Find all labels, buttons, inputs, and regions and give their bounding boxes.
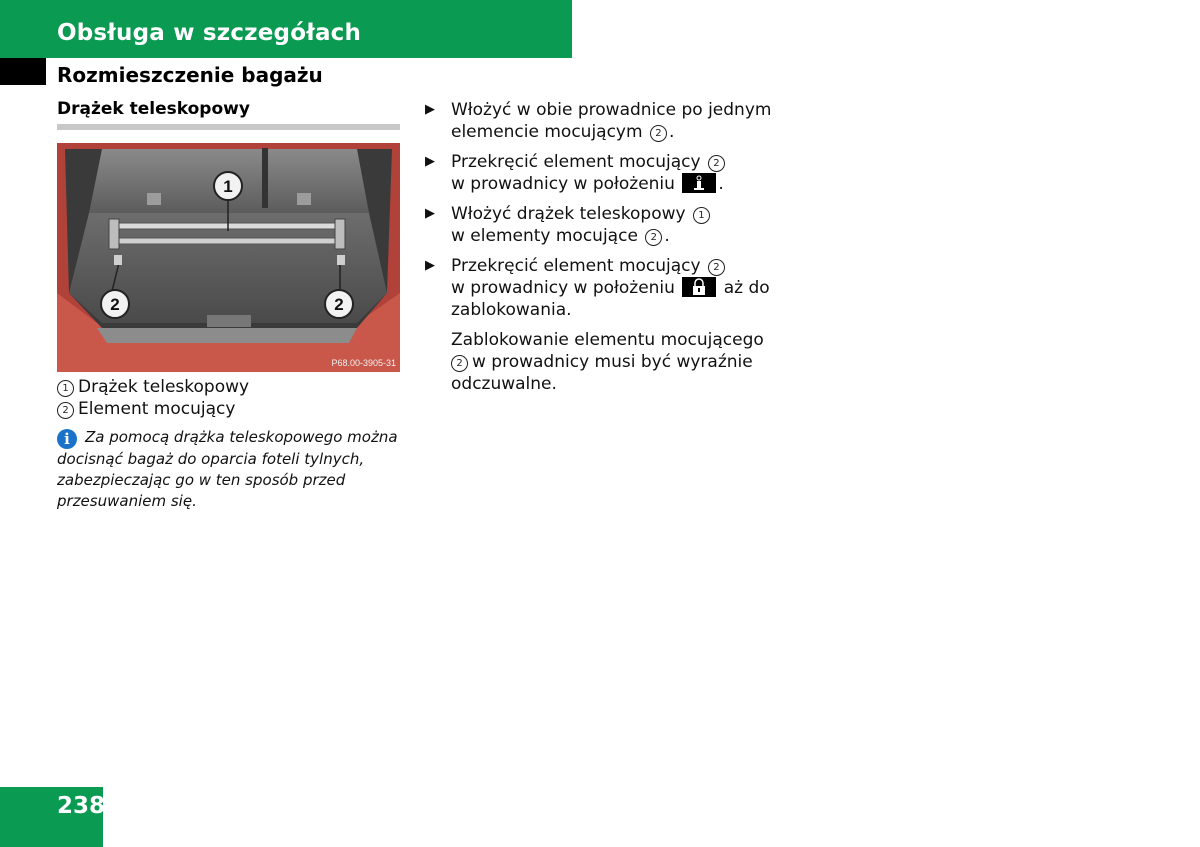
ref-number: 2 bbox=[708, 155, 725, 172]
info-note-text: Za pomocą drążka teleskopowego można docisnąć bagaż do oparcia foteli tylnych, zabezpieczając go w ten sposób przed przesuwaniem się. bbox=[57, 428, 398, 510]
legend-text: Drążek teleskopowy bbox=[78, 377, 250, 397]
info-note bbox=[57, 427, 402, 512]
ref-number: 2 bbox=[708, 259, 725, 276]
bullet-arrow-icon: ▶ bbox=[425, 258, 435, 273]
callout-2-left: 2 bbox=[110, 295, 120, 314]
unlocked-position-icon bbox=[682, 173, 716, 193]
instruction-steps bbox=[425, 99, 775, 395]
figure-reference-code: P68.00-3905-31 bbox=[331, 358, 396, 368]
bullet-arrow-icon: ▶ bbox=[425, 154, 435, 169]
subsection-title: Drążek teleskopowy bbox=[57, 99, 250, 119]
figure-legend bbox=[57, 376, 249, 420]
cargo-area-photo bbox=[57, 143, 400, 372]
legend-item bbox=[57, 376, 249, 398]
ref-number: 1 bbox=[693, 207, 710, 224]
chapter-title: Obsługa w szczegółach bbox=[57, 20, 362, 46]
info-icon: i bbox=[57, 429, 77, 449]
page-number: 238 bbox=[57, 793, 106, 819]
step-note: Zablokowanie elementu mocującego 2 w prowadnicy musi być wyraźnie odczuwalne. bbox=[451, 330, 764, 394]
ref-number: 2 bbox=[645, 229, 662, 246]
step-item: ▶ Przekręcić element mocujący 2 w prowadnicy w położeniu aż do zablokowania. bbox=[425, 256, 770, 320]
bullet-arrow-icon: ▶ bbox=[425, 206, 435, 221]
subsection-rule bbox=[57, 124, 400, 130]
legend-text: Element mocujący bbox=[78, 399, 236, 419]
step-item: ▶ Przekręcić element mocujący 2 w prowadnicy w położeniu . bbox=[425, 152, 724, 194]
step-item: ▶ Włożyć drążek teleskopowy 1 w elementy mocujące 2 . bbox=[425, 203, 775, 247]
legend-item bbox=[57, 398, 249, 420]
locked-position-icon bbox=[682, 277, 716, 297]
step-item: ▶ Włożyć w obie prowadnice po jednym elemencie mocującym 2 . bbox=[425, 100, 772, 142]
legend-number: 1 bbox=[57, 380, 74, 397]
legend-number: 2 bbox=[57, 402, 74, 419]
callout-2-right: 2 bbox=[334, 295, 344, 314]
callout-1: 1 bbox=[223, 177, 233, 196]
bullet-arrow-icon: ▶ bbox=[425, 102, 435, 117]
ref-number: 2 bbox=[451, 355, 468, 372]
section-marker bbox=[0, 58, 46, 85]
section-title: Rozmieszczenie bagażu bbox=[57, 63, 323, 87]
ref-number: 2 bbox=[650, 125, 667, 142]
